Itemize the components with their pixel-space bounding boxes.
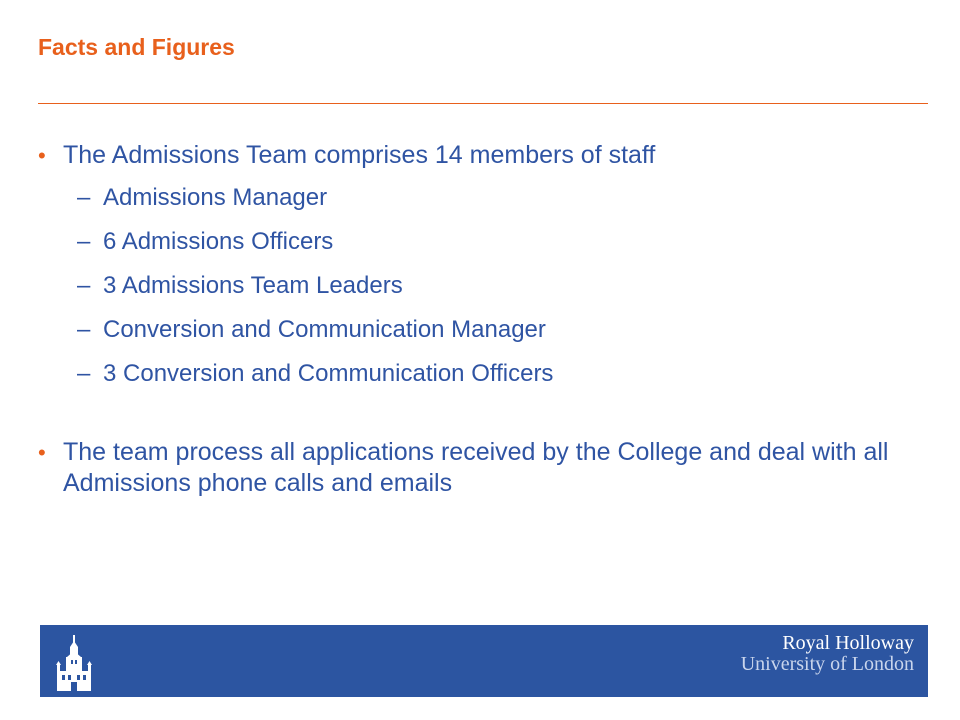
slide-title: Facts and Figures [38,34,235,60]
sub-item-text: 3 Conversion and Communication Officers [103,360,554,387]
footer-band [40,625,928,697]
sub-list [63,183,918,389]
bullet-item [38,140,918,389]
bullet-dot-icon: • [38,440,46,465]
bullet-list [38,140,918,499]
sub-item-text: Admissions Manager [103,184,328,211]
college-crest-icon [54,633,94,695]
sub-item-text: 3 Admissions Team Leaders [103,272,403,299]
brand-subtitle: University of London [740,653,914,675]
sub-item [63,315,918,345]
dash-icon: – [77,316,91,343]
sub-item [63,227,918,257]
dash-icon: – [77,272,91,299]
bullet-dot-icon: • [38,143,46,168]
title-divider [38,103,928,104]
sub-item-text: 6 Admissions Officers [103,228,334,255]
dash-icon: – [77,228,91,255]
spacer [38,403,918,437]
sub-item [63,183,918,213]
sub-item-text: Conversion and Communication Manager [103,316,546,343]
brand-name: Royal Holloway [782,632,914,654]
bullet-text: The Admissions Team comprises 14 members of staff [63,141,656,169]
sub-item [63,359,918,389]
brand-logo [741,633,914,675]
bullet-text: The team process all applications received by the College and deal with all Admissions phone calls and emails [63,438,889,497]
dash-icon: – [77,360,91,387]
sub-item [63,271,918,301]
bullet-item [38,437,918,499]
dash-icon: – [77,184,91,211]
